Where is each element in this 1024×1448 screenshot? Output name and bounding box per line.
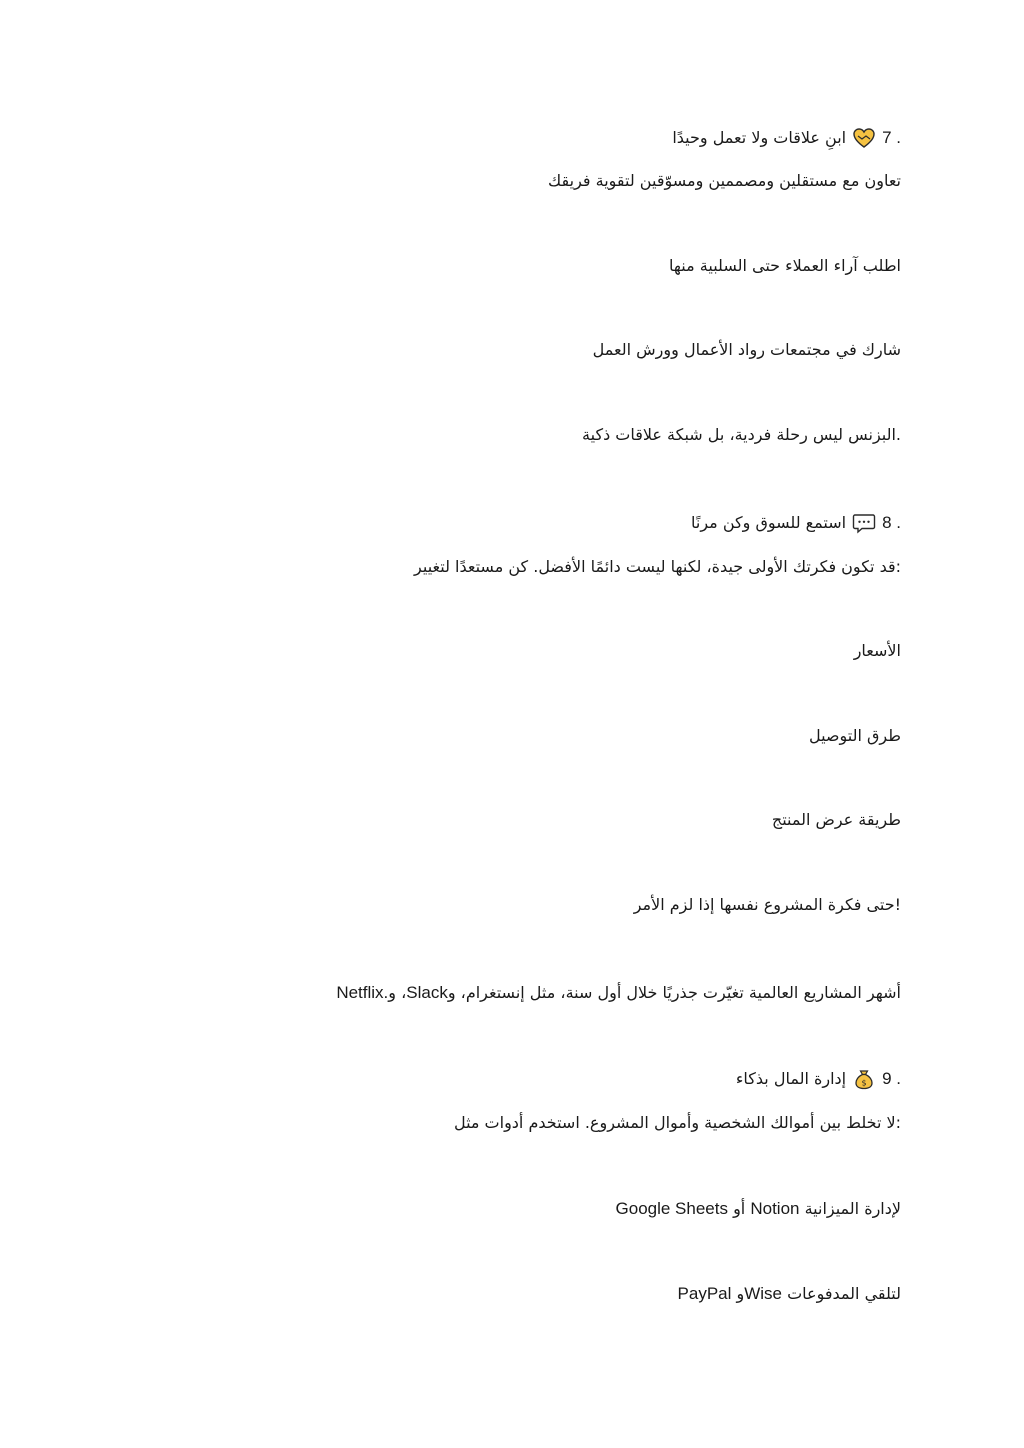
section-8-line-3: طرق التوصيل <box>808 726 901 745</box>
section-8-heading <box>121 512 901 534</box>
section-8-line-5: !حتى فكرة المشروع نفسها إذا لزم الأمر <box>633 895 901 914</box>
tool-paypal: PayPal <box>677 1284 732 1303</box>
section-9-title: إدارة المال بذكاء <box>735 1069 847 1088</box>
tools-connector: أو <box>733 1199 746 1218</box>
section-9-tools-line <box>121 1198 901 1220</box>
examples-arabic-mid: ، و <box>388 983 407 1002</box>
speech-bubble-icon <box>852 512 876 534</box>
section-9-number: 9 . <box>882 1069 901 1088</box>
section-7-line-3: شارك في مجتمعات رواد الأعمال وورش العمل <box>592 340 901 359</box>
section-8-line-4: طريقة عرض المنتج <box>771 810 901 829</box>
tools-arabic: لإدارة الميزانية <box>804 1199 901 1218</box>
section-9-payments-line <box>121 1283 901 1305</box>
section-9-line-1: :لا تخلط بين أموالك الشخصية وأموال المشروع. استخدم أدوات مثل <box>453 1113 901 1132</box>
tool-google-sheets: Google Sheets <box>615 1199 728 1218</box>
section-7-heading <box>121 127 901 149</box>
money-bag-icon <box>852 1068 876 1090</box>
tool-wise: Wise <box>744 1284 783 1303</box>
section-7-line-1: تعاون مع مستقلين ومصممين ومسوّقين لتقوية فريقك <box>548 171 901 190</box>
section-8-line-1: :قد تكون فكرتك الأولى جيدة، لكنها ليست دائمًا الأفضل. كن مستعدًا لتغيير <box>414 557 901 576</box>
payments-connector: و <box>736 1284 745 1303</box>
handshake-heart-icon <box>852 127 876 149</box>
section-7-line-4: .البزنس ليس رحلة فردية، بل شبكة علاقات ذكية <box>582 425 901 444</box>
svg-text:$: $ <box>861 1078 867 1088</box>
section-8-line-2: الأسعار <box>853 641 901 660</box>
section-8-number: 8 . <box>882 513 901 532</box>
section-7-number: 7 . <box>882 128 901 147</box>
examples-slack: Slack <box>406 983 448 1002</box>
section-7-title: ابنِ علاقات ولا تعمل وحيدًا <box>672 128 847 147</box>
section-8-title: استمع للسوق وكن مرنًا <box>691 513 847 532</box>
payments-arabic: لتلقي المدفوعات <box>787 1284 901 1303</box>
examples-netflix: Netflix. <box>336 983 389 1002</box>
section-9-heading <box>121 1068 901 1090</box>
tool-notion: Notion <box>750 1199 800 1218</box>
section-8-examples-line <box>121 982 901 1004</box>
section-7-line-2: اطلب آراء العملاء حتى السلبية منها <box>669 256 901 275</box>
examples-arabic-start: أشهر المشاريع العالمية تغيّرت جذريًا خلال أول سنة، مثل إنستغرام، و <box>447 983 901 1002</box>
